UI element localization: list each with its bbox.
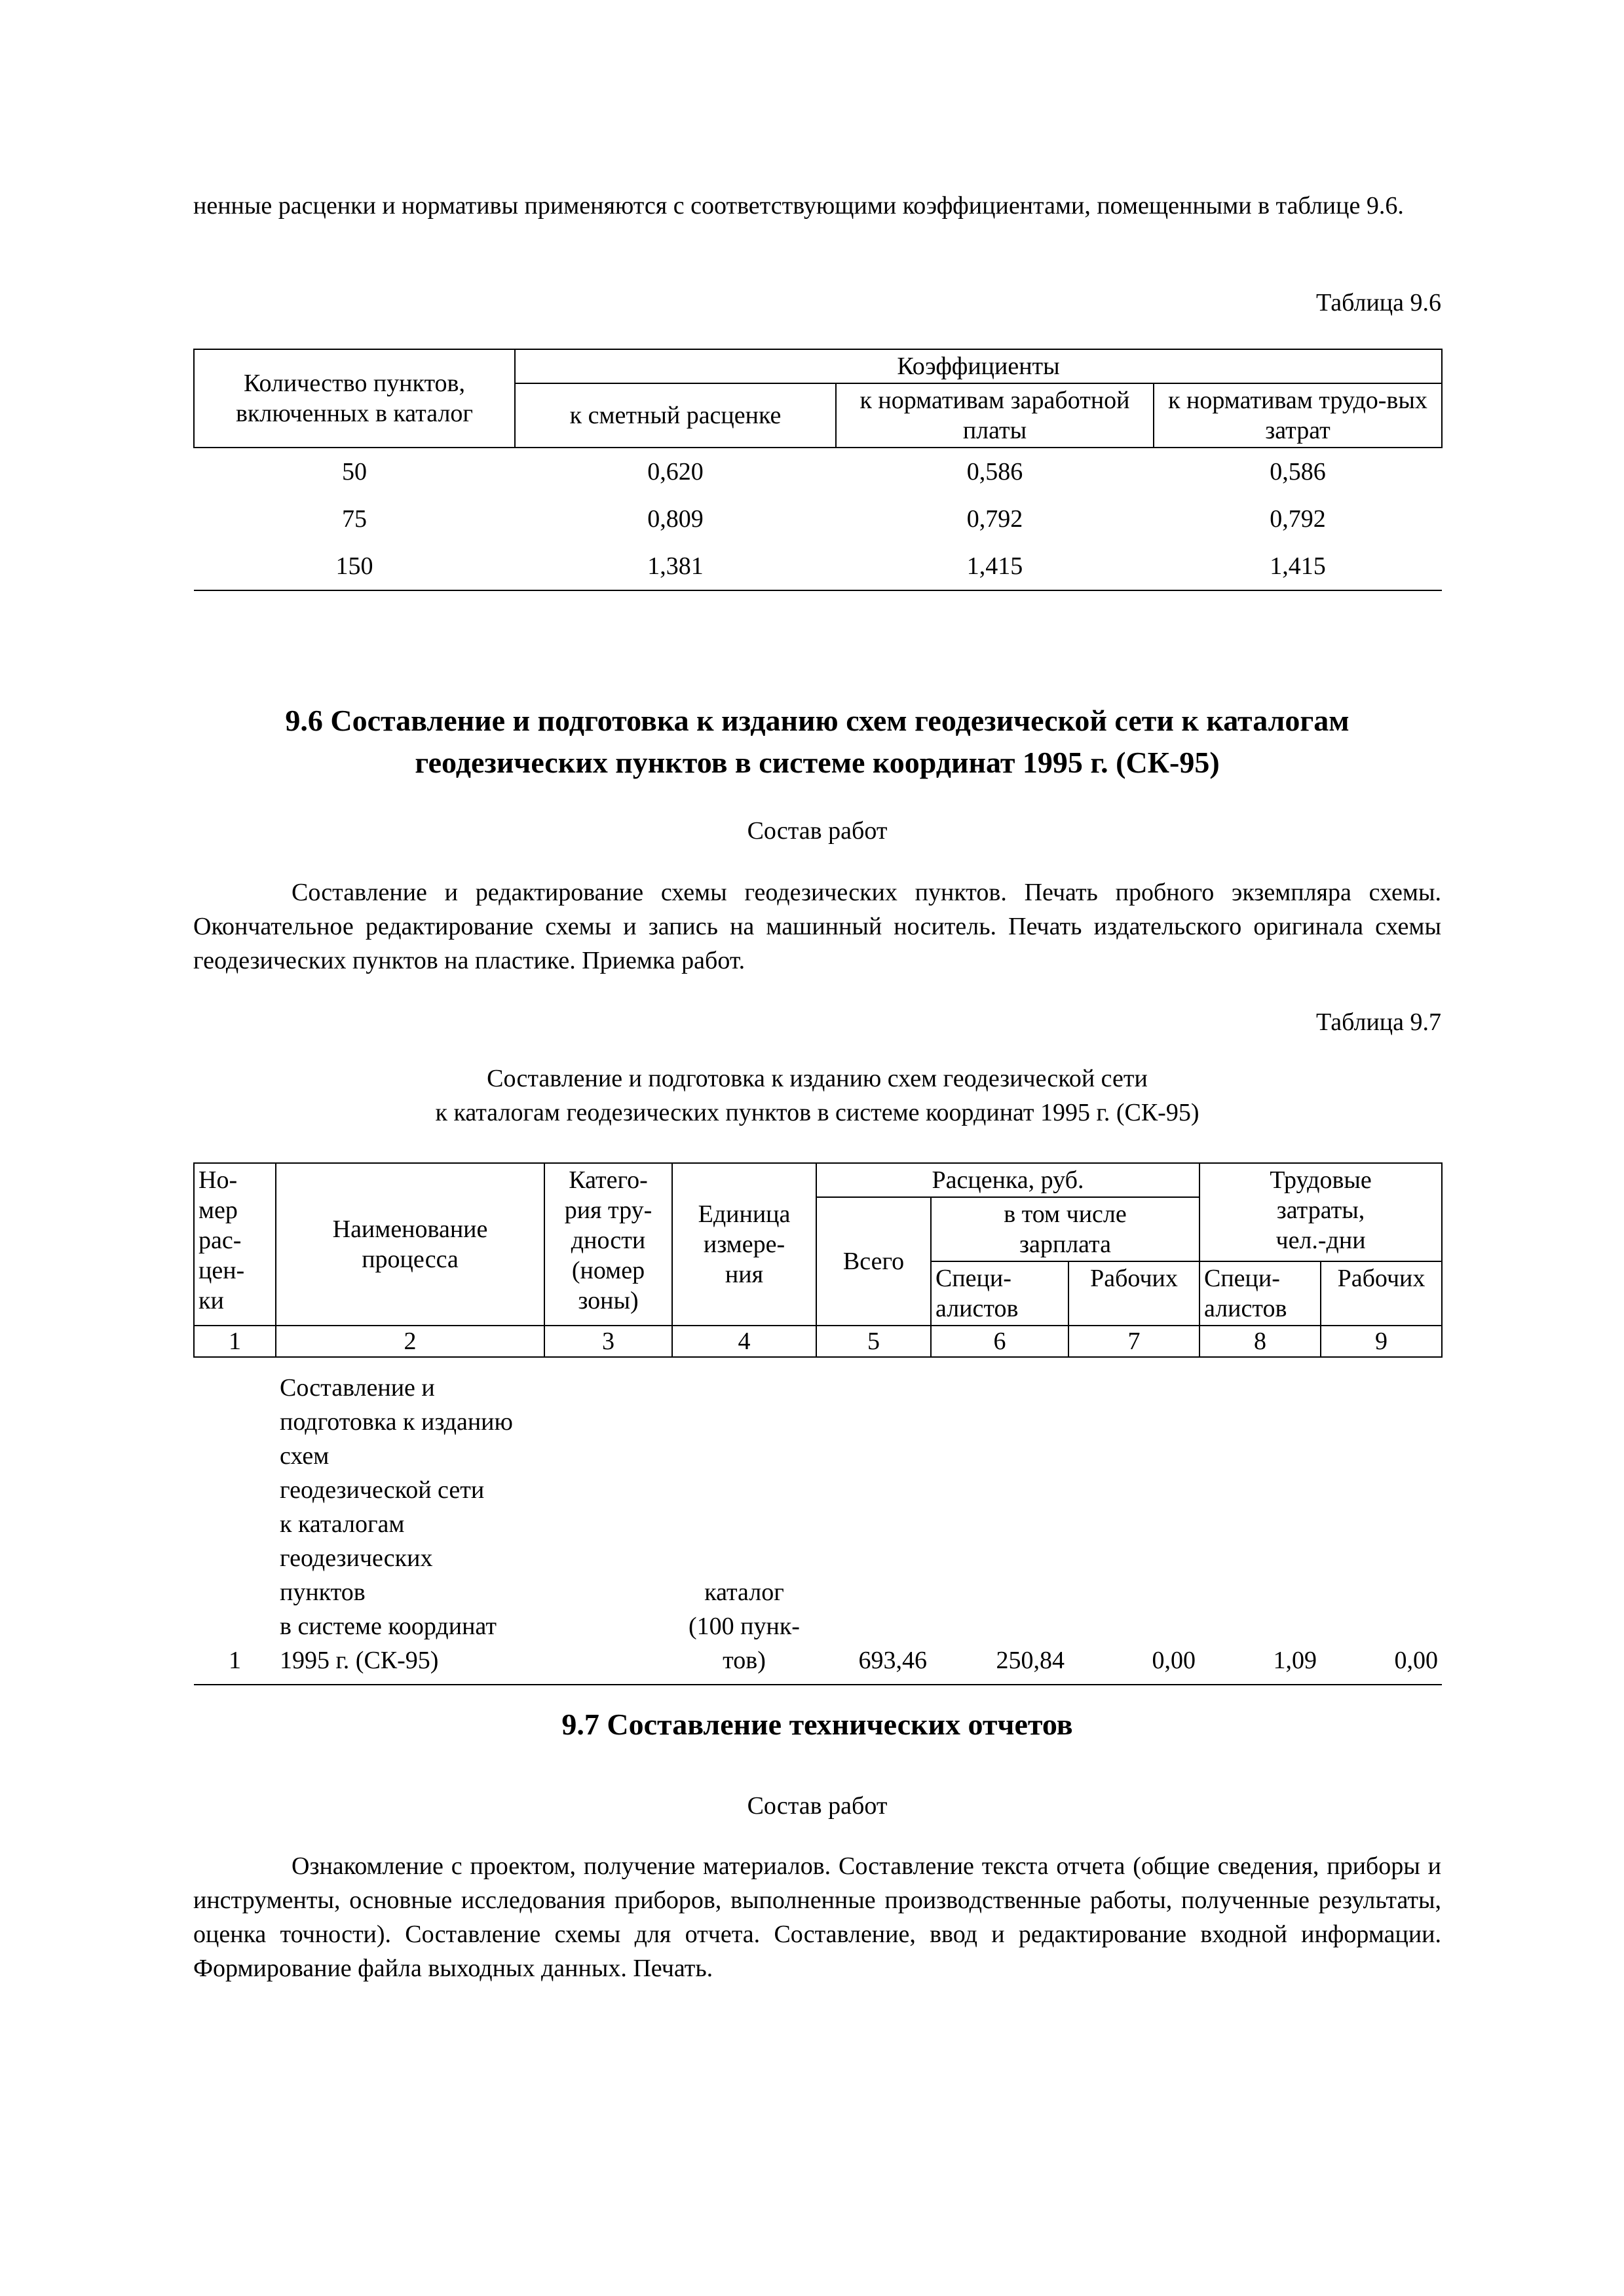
cell-wages: 0,792 bbox=[966, 505, 1023, 533]
cell-category bbox=[544, 1357, 672, 1685]
column-number: 8 bbox=[1199, 1326, 1321, 1357]
header-including-wages: в том числе зарплата bbox=[931, 1197, 1199, 1261]
table-9-7 bbox=[193, 1162, 1441, 1685]
header-count: Количество пунктов, включенных в каталог bbox=[194, 349, 515, 448]
table-9-7-caption bbox=[193, 1062, 1441, 1130]
header-unit: Единица измере- ния bbox=[672, 1163, 816, 1326]
header-workers: Рабочих bbox=[1068, 1261, 1199, 1326]
section-9-7-heading: 9.7 Составление технических отчетов bbox=[561, 1708, 1073, 1741]
header-wages: к нормативам заработной платы bbox=[836, 383, 1154, 448]
table-row bbox=[194, 543, 1442, 590]
header-rate-number: Но- мер рас- цен- ки bbox=[194, 1163, 276, 1326]
cell-count: 50 bbox=[342, 458, 367, 486]
header-labor-costs: Трудовые затраты, чел.-дни bbox=[1199, 1163, 1442, 1261]
cell-count: 75 bbox=[342, 505, 367, 533]
header-labor-specialists: Специ- алистов bbox=[1199, 1261, 1321, 1326]
cell-labor-workers: 0,00 bbox=[1321, 1357, 1442, 1685]
intro-paragraph: ненные расценки и нормативы применяются с соответствующими коэффициентами, помещенными в таблице 9.6. bbox=[193, 192, 1404, 220]
section-9-7-paragraph: Ознакомление с проектом, получение материалов. Составление текста отчета (общие сведения, приборы и инструменты, основные исследования приборов, выполненные производственные работы, полученные результаты, оценка точности). Составление схемы для отчета. Составление, ввод и редактирование входной информации. Формирование файла выходных данных. Печать. bbox=[193, 1852, 1441, 1982]
header-category: Катего- рия тру- дности (номер зоны) bbox=[544, 1163, 672, 1326]
cell-labor: 1,415 bbox=[1154, 543, 1442, 590]
cell-wages: 0,586 bbox=[966, 458, 1023, 486]
cell-unit: каталог (100 пунк- тов) bbox=[672, 1357, 816, 1685]
table-row bbox=[194, 1357, 1442, 1685]
cell-total: 693,46 bbox=[816, 1357, 931, 1685]
cell-wages: 1,415 bbox=[836, 543, 1154, 590]
cell-labor-specialists: 1,09 bbox=[1199, 1357, 1321, 1685]
table-9-7-label: Таблица 9.7 bbox=[1315, 1008, 1441, 1036]
column-number: 7 bbox=[1068, 1326, 1199, 1357]
table-9-6 bbox=[193, 349, 1441, 591]
section-9-6-subheading: Состав работ bbox=[747, 817, 888, 845]
header-specialists: Специ- алистов bbox=[931, 1261, 1068, 1326]
cell-process-name: Составление и подготовка к изданию схем геодезической сети к каталогам геодезических пунктов в системе координат 1995 г. (СК-95) bbox=[276, 1357, 544, 1685]
header-estimate: к сметный расценке bbox=[515, 383, 836, 448]
table-row bbox=[194, 495, 1442, 543]
header-price: Расценка, руб. bbox=[816, 1163, 1199, 1197]
column-number: 1 bbox=[194, 1326, 276, 1357]
header-labor-workers: Рабочих bbox=[1321, 1261, 1442, 1326]
column-number: 2 bbox=[276, 1326, 544, 1357]
header-process-name: Наименование процесса bbox=[276, 1163, 544, 1326]
section-9-6-paragraph: Составление и редактирование схемы геодезических пунктов. Печать пробного экземпляра схемы. Окончательное редактирование схемы и запись на машинный носитель. Печать издательского оригинала схемы геодезических пунктов на пластике. Приемка работ. bbox=[193, 879, 1441, 974]
cell-estimate: 0,809 bbox=[647, 505, 704, 533]
column-number: 3 bbox=[544, 1326, 672, 1357]
column-number: 6 bbox=[931, 1326, 1068, 1357]
table-row bbox=[194, 448, 1442, 495]
cell-estimate: 0,620 bbox=[647, 458, 704, 486]
section-9-7-subheading: Состав работ bbox=[747, 1792, 888, 1820]
header-coefficients: Коэффициенты bbox=[515, 349, 1442, 383]
section-heading-line: 9.6 Составление и подготовка к изданию схем геодезической сети к каталогам bbox=[285, 704, 1350, 737]
cell-specialists-wage: 250,84 bbox=[931, 1357, 1068, 1685]
table-9-6-label: Таблица 9.6 bbox=[1315, 289, 1441, 316]
cell-labor: 0,586 bbox=[1270, 458, 1326, 486]
cell-count: 150 bbox=[194, 543, 515, 590]
header-labor: к нормативам трудо-вых затрат bbox=[1154, 383, 1442, 448]
cell-workers-wage: 0,00 bbox=[1068, 1357, 1199, 1685]
cell-labor: 0,792 bbox=[1270, 505, 1326, 533]
column-number: 4 bbox=[672, 1326, 816, 1357]
caption-line: к каталогам геодезических пунктов в системе координат 1995 г. (СК-95) bbox=[435, 1099, 1199, 1126]
cell-rate-number: 1 bbox=[194, 1357, 276, 1685]
cell-estimate: 1,381 bbox=[515, 543, 836, 590]
section-heading-line: геодезических пунктов в системе координат 1995 г. (СК-95) bbox=[415, 746, 1220, 779]
section-9-6-heading bbox=[193, 700, 1441, 784]
column-number: 5 bbox=[816, 1326, 931, 1357]
header-total: Всего bbox=[816, 1197, 931, 1326]
caption-line: Составление и подготовка к изданию схем геодезической сети bbox=[487, 1065, 1148, 1092]
column-number: 9 bbox=[1321, 1326, 1442, 1357]
